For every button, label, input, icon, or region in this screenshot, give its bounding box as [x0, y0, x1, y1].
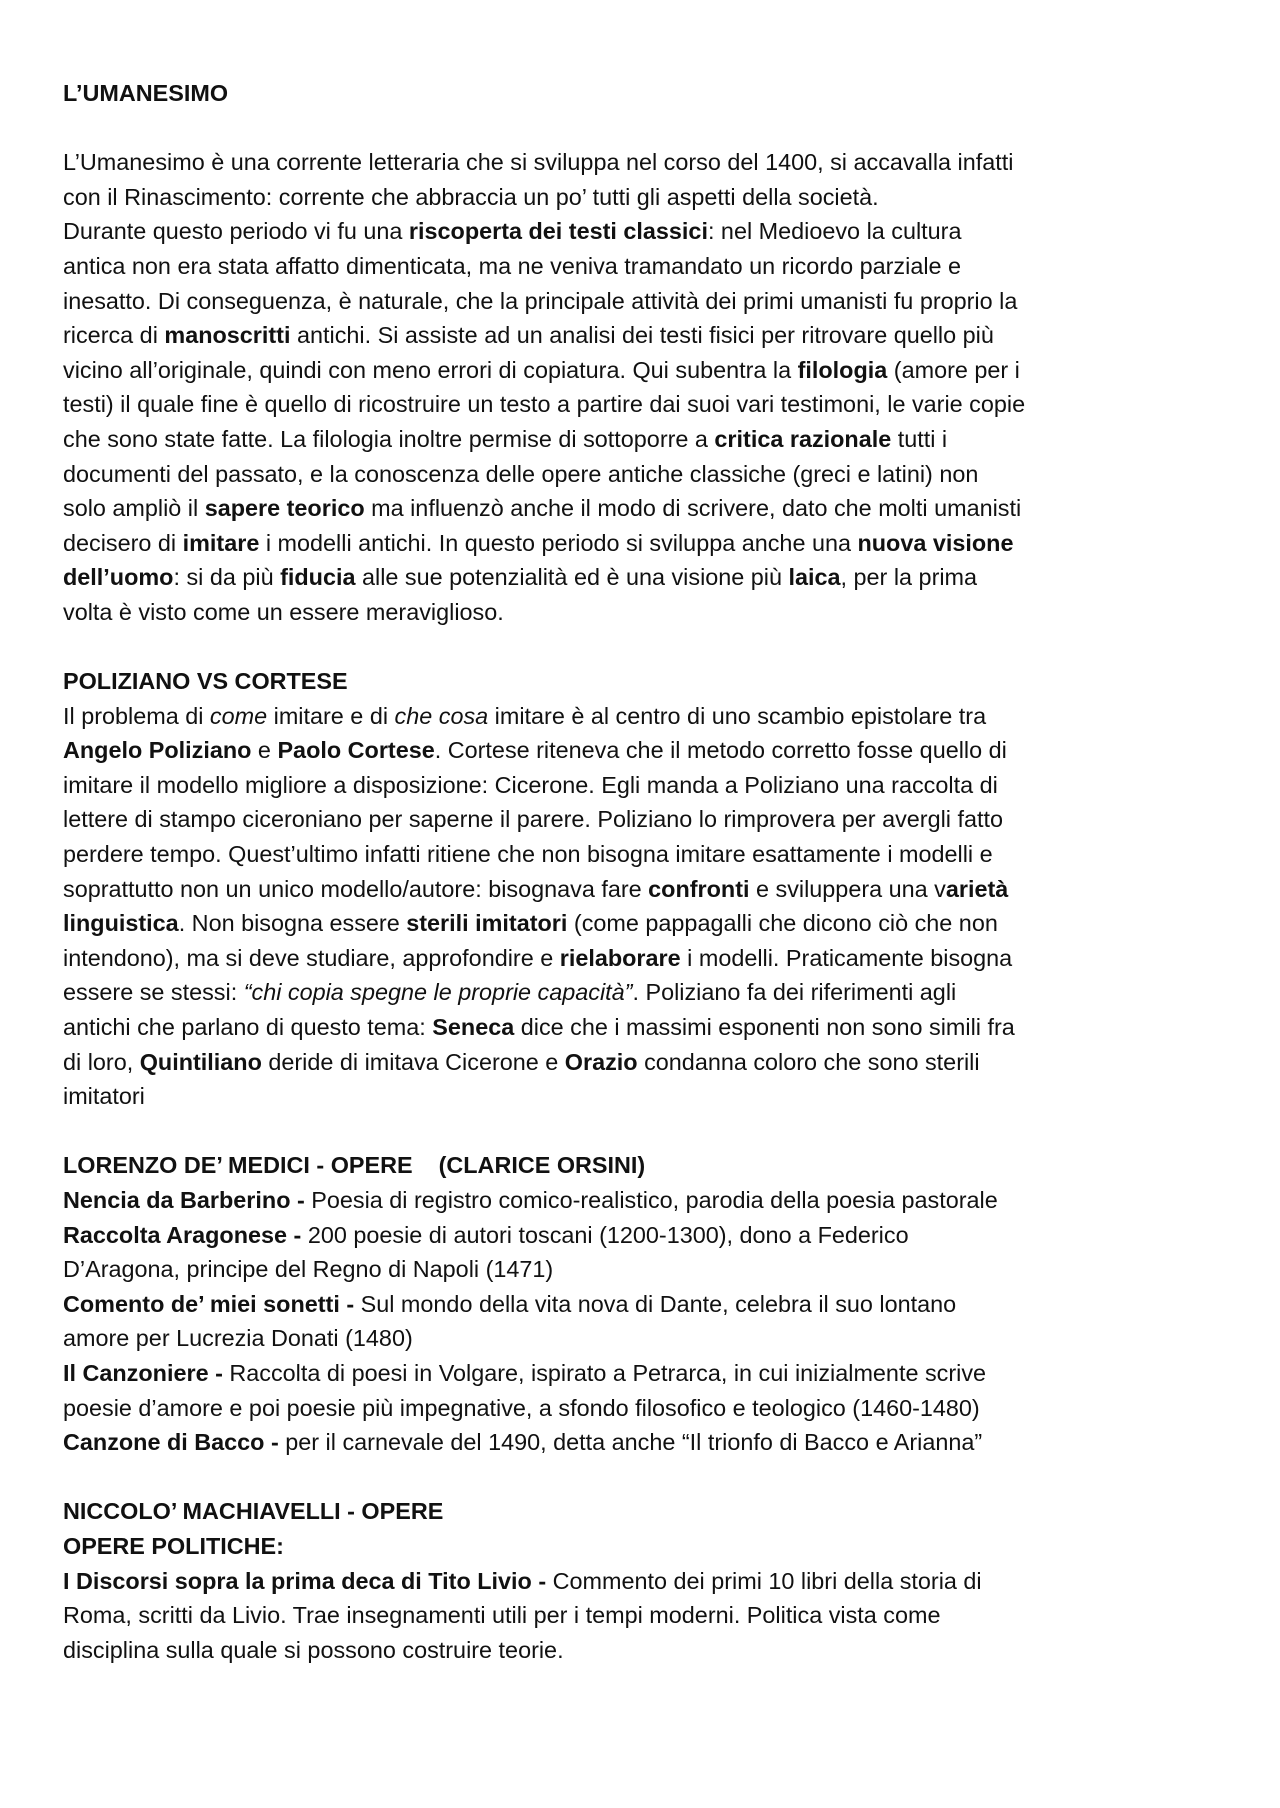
text-run: antichi. Si assiste ad un analisi dei testi fisici per ritrovare quello più — [290, 322, 994, 349]
text-run: ricerca di — [63, 322, 165, 349]
text-run: tutti i — [891, 425, 948, 452]
bold-text: Orazio — [564, 1048, 638, 1075]
text-line — [63, 180, 1143, 215]
italic-text: “chi copia spegne le proprie capacità” — [243, 979, 633, 1006]
bold-text: sapere teorico — [204, 495, 365, 522]
text-run: i modelli. Praticamente bisogna — [680, 944, 1013, 971]
bold-text: Nencia da Barberino - — [63, 1187, 312, 1213]
text-run: perdere tempo. Quest’ultimo infatti ritiene che non bisogna imitare esattamente i modelli e — [63, 841, 993, 868]
text-line — [63, 353, 1143, 388]
section-title: POLIZIANO VS CORTESE — [63, 668, 348, 695]
text-run: alle sue potenzialità ed è una visione più — [355, 564, 789, 591]
bold-text: rielaborare — [559, 944, 681, 971]
italic-text: che cosa — [394, 702, 489, 729]
text-run: deride di imitava Cicerone e — [261, 1048, 565, 1075]
text-line — [63, 1045, 1143, 1080]
text-run: . Non bisogna essere — [178, 910, 407, 937]
text-line — [63, 1321, 1143, 1356]
text-line — [63, 1356, 1143, 1391]
text-line — [63, 1564, 1143, 1599]
section-poliziano-cortese — [63, 664, 1143, 1114]
text-run: e — [251, 737, 278, 764]
text-run: antichi che parlano di questo tema: — [63, 1014, 433, 1041]
text-run: , per la prima — [840, 564, 978, 591]
text-line — [63, 1183, 1143, 1218]
text-run: essere se stessi: — [63, 979, 244, 1006]
bold-text: Angelo Poliziano — [63, 737, 252, 764]
bold-text: Raccolta Aragonese - — [63, 1221, 308, 1248]
bold-text: imitare — [182, 529, 260, 556]
text-line — [63, 733, 1143, 768]
document-page — [63, 76, 1143, 1667]
section-umanesimo — [63, 76, 1143, 630]
text-line — [63, 837, 1143, 872]
bold-text: riscoperta dei testi classici — [408, 218, 708, 245]
text-run: . Poliziano fa dei riferimenti agli — [632, 979, 957, 1006]
bold-text: fiducia — [280, 564, 356, 591]
text-run: (come pappagalli che dicono ciò che non — [567, 910, 998, 937]
bold-text: laica — [788, 564, 841, 591]
text-run: imitare e di — [267, 702, 395, 729]
section-title: NICCOLO’ MACHIAVELLI - OPERE — [63, 1498, 444, 1525]
text-run: condanna coloro che sono sterili — [637, 1048, 980, 1075]
text-run: solo ampliò il — [63, 495, 205, 522]
text-line — [63, 802, 1143, 837]
text-run: D’Aragona, principe del Regno di Napoli (1471) — [63, 1256, 554, 1283]
italic-text: come — [209, 702, 268, 729]
text-run: dice che i massimi esponenti non sono simili fra — [514, 1014, 1015, 1041]
text-line — [63, 906, 1143, 941]
text-run: di loro, — [63, 1048, 140, 1075]
section-subtitle: OPERE POLITICHE: — [63, 1532, 284, 1559]
text-line — [63, 422, 1143, 457]
bold-text: Il Canzoniere - — [63, 1359, 230, 1386]
bold-text: dell’uomo — [63, 564, 174, 591]
section-title: L’UMANESIMO — [63, 80, 229, 106]
text-run: che sono state fatte. La filologia inoltre permise di sottoporre a — [63, 425, 715, 452]
text-run: . Cortese riteneva che il metodo corretto fosse quello di — [434, 737, 1007, 764]
text-line — [63, 1079, 1143, 1114]
text-run: antica non era stata affatto dimenticata, ma ne veniva tramandato un ricordo parziale e — [63, 252, 962, 279]
text-line — [63, 284, 1143, 319]
section-title: LORENZO DE’ MEDICI - OPERE (CLARICE ORSINI) — [63, 1152, 646, 1179]
text-run: Sul mondo della vita nova di Dante, celebra il suo lontano — [360, 1290, 957, 1317]
bold-text: Seneca — [432, 1014, 515, 1041]
bold-text: Canzone di Bacco - — [63, 1429, 286, 1456]
text-run: Durante questo periodo vi fu una — [63, 218, 409, 245]
bold-text: arietà — [945, 875, 1009, 902]
text-run: : nel Medioevo la cultura — [707, 218, 962, 245]
text-run: i modelli antichi. In questo periodo si sviluppa anche una — [259, 529, 858, 556]
text-line — [63, 1252, 1143, 1287]
text-run: soprattutto non un unico modello/autore: bisognava fare — [63, 875, 649, 902]
text-line — [63, 145, 1143, 180]
text-run: amore per Lucrezia Donati (1480) — [63, 1325, 413, 1352]
text-run: Roma, scritti da Livio. Trae insegnamenti utili per i tempi moderni. Politica vista come — [63, 1602, 941, 1629]
text-line — [63, 1391, 1143, 1426]
text-line — [63, 768, 1143, 803]
section-machiavelli — [63, 1494, 1143, 1667]
text-run: decisero di — [63, 529, 183, 556]
text-line — [63, 526, 1143, 561]
text-run: volta è visto come un essere meraviglioso. — [63, 598, 504, 625]
works-list — [63, 1564, 1143, 1668]
text-line — [63, 941, 1143, 976]
paragraph — [63, 145, 1143, 629]
bold-text: I Discorsi sopra la prima deca di Tito Livio - — [63, 1567, 553, 1594]
bold-text: manoscritti — [164, 322, 291, 349]
text-run: testi) il quale fine è quello di ricostruire un testo a partire dai suoi vari testimoni, le varie copie — [63, 391, 1026, 418]
bold-text: Comento de’ miei sonetti - — [63, 1290, 361, 1317]
text-run: L’Umanesimo è una corrente letteraria che si sviluppa nel corso del 1400, si accavalla infatti — [63, 149, 1014, 176]
text-run: intendono), ma si deve studiare, approfondire e — [63, 944, 560, 971]
text-run: Commento dei primi 10 libri della storia di — [552, 1567, 982, 1594]
text-run: disciplina sulla quale si possono costruire teorie. — [63, 1636, 564, 1663]
text-run: imitare il modello migliore a disposizione: Cicerone. Egli manda a Poliziano una raccolta di — [63, 771, 998, 798]
text-line — [63, 1633, 1143, 1668]
text-line — [63, 975, 1143, 1010]
bold-text: linguistica — [63, 910, 179, 937]
text-line — [63, 491, 1143, 526]
text-run: Il problema di — [63, 702, 210, 729]
text-line — [63, 1425, 1143, 1460]
text-line — [63, 1218, 1143, 1253]
text-run: imitatori — [63, 1083, 145, 1110]
text-run: lettere di stampo ciceroniano per saperne il parere. Poliziano lo rimprovera per avergli fatto — [63, 806, 1003, 833]
paragraph — [63, 699, 1143, 1114]
bold-text: critica razionale — [714, 425, 892, 452]
bold-text: filologia — [797, 356, 888, 383]
bold-text: Paolo Cortese — [277, 737, 435, 764]
text-line — [63, 1010, 1143, 1045]
text-run: Raccolta di poesi in Volgare, ispirato a Petrarca, in cui inizialmente scrive — [229, 1359, 987, 1386]
text-run: (amore per i — [887, 356, 1020, 383]
text-run: con il Rinascimento: corrente che abbraccia un po’ tutti gli aspetti della società. — [63, 183, 879, 210]
text-line — [63, 1598, 1143, 1633]
text-line — [63, 699, 1143, 734]
text-line — [63, 214, 1143, 249]
works-list — [63, 1183, 1143, 1460]
text-line — [63, 387, 1143, 422]
text-run: e sviluppera una v — [749, 875, 946, 902]
text-line — [63, 1287, 1143, 1322]
text-run: imitare è al centro di uno scambio epistolare tra — [488, 702, 987, 729]
text-run: : si da più — [173, 564, 281, 591]
bold-text: Quintiliano — [139, 1048, 262, 1075]
text-run: 200 poesie di autori toscani (1200-1300), dono a Federico — [307, 1221, 909, 1248]
text-run: vicino all’originale, quindi con meno errori di copiatura. Qui subentra la — [63, 356, 798, 383]
text-line — [63, 457, 1143, 492]
text-run: poesie d’amore e poi poesie più impegnative, a sfondo filosofico e teologico (1460-1480) — [63, 1394, 980, 1421]
text-line — [63, 595, 1143, 630]
text-line — [63, 560, 1143, 595]
text-run: documenti del passato, e la conoscenza delle opere antiche classiche (greci e latini) non — [63, 460, 979, 487]
text-run: inesatto. Di conseguenza, è naturale, che la principale attività dei primi umanisti fu proprio la — [63, 287, 1018, 314]
text-run: Poesia di registro comico-realistico, parodia della poesia pastorale — [311, 1187, 998, 1213]
text-line — [63, 872, 1143, 907]
text-run: ma influenzò anche il modo di scrivere, dato che molti umanisti — [364, 495, 1022, 522]
bold-text: nuova visione — [857, 529, 1014, 556]
text-line — [63, 249, 1143, 284]
text-run: per il carnevale del 1490, detta anche “Il trionfo di Bacco e Arianna” — [285, 1429, 983, 1456]
text-line — [63, 318, 1143, 353]
bold-text: sterili imitatori — [406, 910, 568, 937]
section-lorenzo-medici — [63, 1148, 1143, 1459]
bold-text: confronti — [648, 875, 750, 902]
